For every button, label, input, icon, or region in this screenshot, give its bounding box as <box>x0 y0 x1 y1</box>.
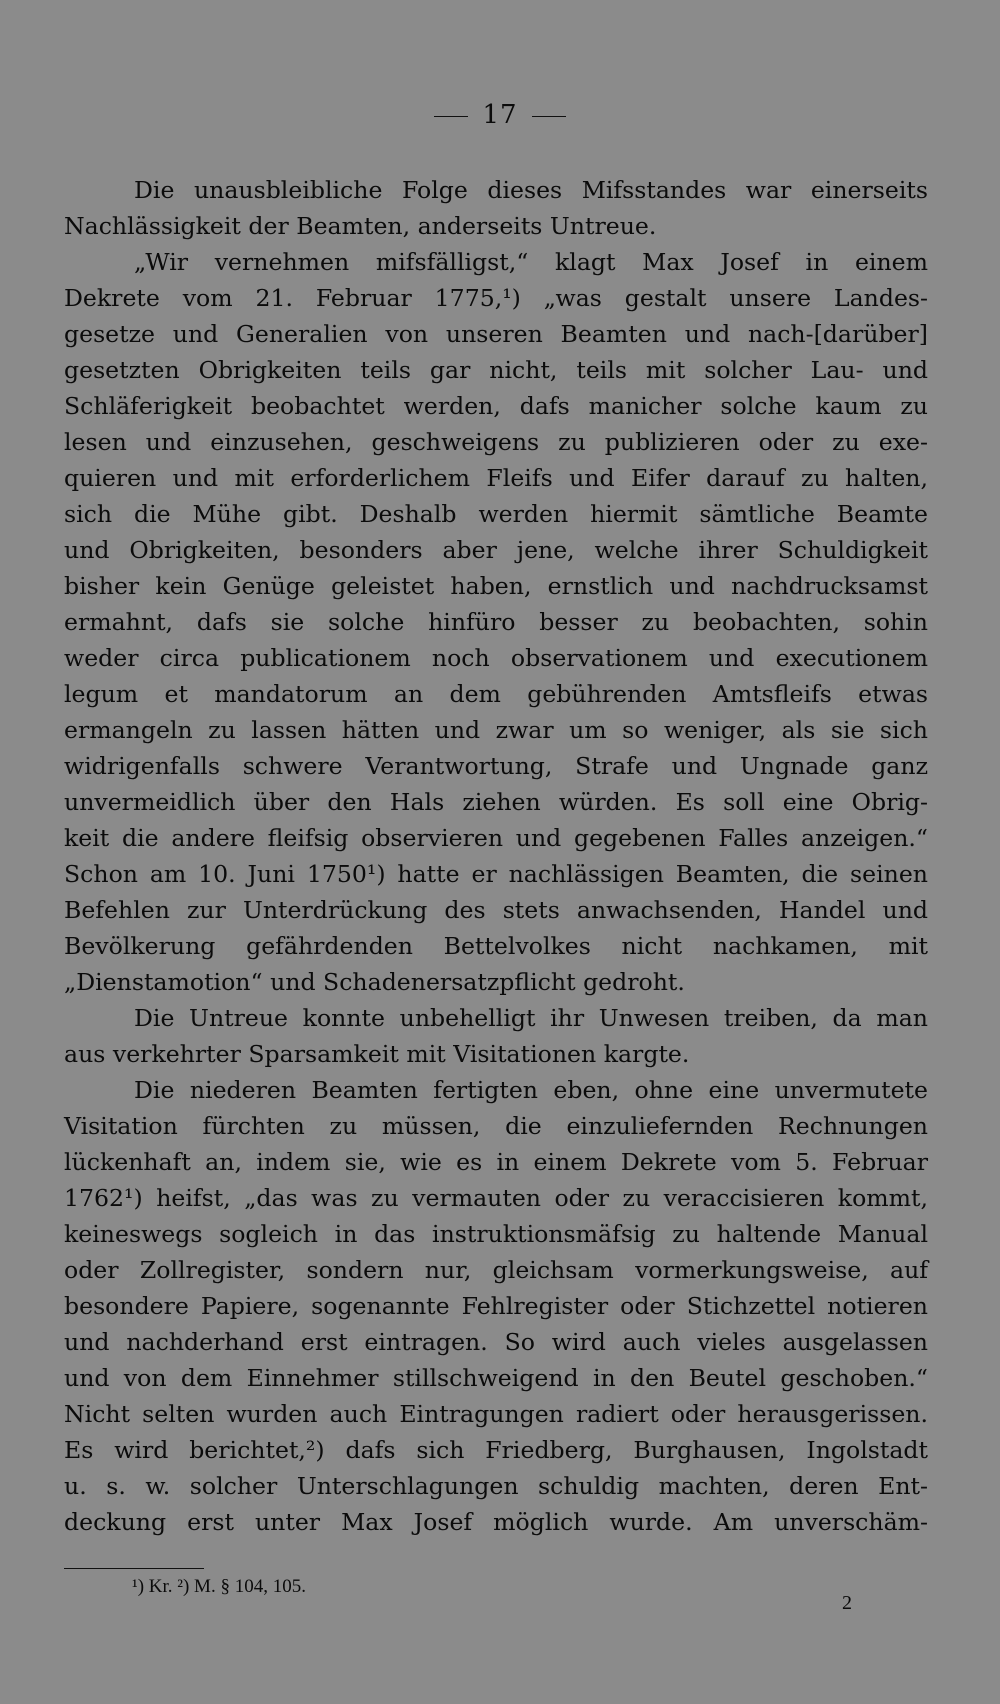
footnotes: ¹) Kr. ²) M. § 104, 105. <box>132 1576 306 1597</box>
page-number-dash-left <box>434 116 468 117</box>
text-line: quieren und mit erforderlichem Fleifs und Eifer darauf zu halten, <box>64 464 928 492</box>
text-line: sich die Mühe gibt. Deshalb werden hiermit sämtliche Beamte <box>64 500 928 528</box>
text-line: bisher kein Genüge geleistet haben, ernstlich und nachdrucksamst <box>64 572 928 600</box>
text-line: und Obrigkeiten, besonders aber jene, welche ihrer Schuldigkeit <box>64 536 928 564</box>
text-line: aus verkehrter Sparsamkeit mit Visitationen kargte. <box>64 1040 690 1068</box>
text-line: Nicht selten wurden auch Eintragungen radiert oder herausgerissen. <box>64 1400 928 1428</box>
text-line: lückenhaft an, indem sie, wie es in einem Dekrete vom 5. Februar <box>64 1148 928 1176</box>
text-line: gesetzten Obrigkeiten teils gar nicht, teils mit solcher Lau- und <box>64 356 928 384</box>
text-line: gesetze und Generalien von unseren Beamten und nach-[darüber] <box>64 320 928 348</box>
text-line: Nachlässigkeit der Beamten, anderseits Untreue. <box>64 212 657 240</box>
text-line: Die Untreue konnte unbehelligt ihr Unwesen treiben, da man <box>134 1004 928 1032</box>
text-line: Schläferigkeit beobachtet werden, dafs manicher solche kaum zu <box>64 392 928 420</box>
text-line: lesen und einzusehen, geschweigens zu publizieren oder zu exe- <box>64 428 928 456</box>
text-line: ermangeln zu lassen hätten und zwar um so weniger, als sie sich <box>64 716 928 744</box>
footnote-divider <box>64 1568 204 1569</box>
page-number-value: 17 <box>482 100 518 130</box>
text-line: Es wird berichtet,²) dafs sich Friedberg, Burghausen, Ingolstadt <box>64 1436 928 1464</box>
body-text <box>64 172 928 1540</box>
text-line: u. s. w. solcher Unterschlagungen schuldig machten, deren Ent- <box>64 1472 928 1500</box>
text-line: Schon am 10. Juni 1750¹) hatte er nachlässigen Beamten, die seinen <box>64 860 928 888</box>
text-line: und von dem Einnehmer stillschweigend in den Beutel geschoben.“ <box>64 1364 928 1392</box>
text-line: und nachderhand erst eintragen. So wird auch vieles ausgelassen <box>64 1328 928 1356</box>
page-number <box>0 100 1000 130</box>
text-line: legum et mandatorum an dem gebührenden Amtsfleifs etwas <box>64 680 928 708</box>
text-line: Visitation fürchten zu müssen, die einzuliefernden Rechnungen <box>64 1112 928 1140</box>
text-line: Die unausbleibliche Folge dieses Mifsstandes war einerseits <box>134 176 928 204</box>
text-line: keit die andere fleifsig observieren und gegebenen Falles anzeigen.“ <box>64 824 928 852</box>
page-number-dash-right <box>532 116 566 117</box>
text-line: oder Zollregister, sondern nur, gleichsam vormerkungsweise, auf <box>64 1256 928 1284</box>
text-line: keineswegs sogleich in das instruktionsmäfsig zu haltende Manual <box>64 1220 928 1248</box>
text-line: Bevölkerung gefährdenden Bettelvolkes nicht nachkamen, mit <box>64 932 928 960</box>
text-line: „Wir vernehmen mifsfälligst,“ klagt Max Josef in einem <box>134 248 928 276</box>
text-line: weder circa publicationem noch observationem und executionem <box>64 644 928 672</box>
text-line: unvermeidlich über den Hals ziehen würden. Es soll eine Obrig- <box>64 788 928 816</box>
text-line: Die niederen Beamten fertigten eben, ohne eine unvermutete <box>134 1076 928 1104</box>
text-line: deckung erst unter Max Josef möglich wurde. Am unverschäm- <box>64 1508 928 1536</box>
text-line: 1762¹) heifst, „das was zu vermauten oder zu veraccisieren kommt, <box>64 1184 928 1212</box>
text-line: „Dienstamotion“ und Schadenersatzpflicht gedroht. <box>64 968 685 996</box>
text-line: widrigenfalls schwere Verantwortung, Strafe und Ungnade ganz <box>64 752 928 780</box>
text-line: besondere Papiere, sogenannte Fehlregister oder Stichzettel notieren <box>64 1292 928 1320</box>
text-line: Dekrete vom 21. Februar 1775,¹) „was gestalt unsere Landes- <box>64 284 928 312</box>
signature-mark: 2 <box>842 1592 852 1614</box>
text-line: Befehlen zur Unterdrückung des stets anwachsenden, Handel und <box>64 896 928 924</box>
text-line: ermahnt, dafs sie solche hinfüro besser zu beobachten, sohin <box>64 608 928 636</box>
